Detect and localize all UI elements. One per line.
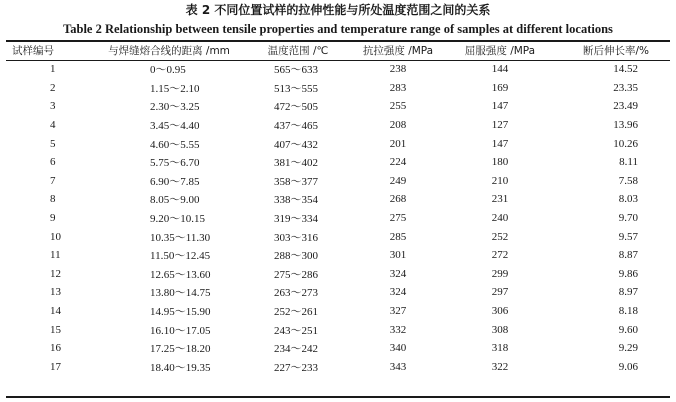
table-row xyxy=(6,246,676,265)
cell-distance: 16.10～17.05 xyxy=(150,324,211,337)
cell-yield-strength: 299 xyxy=(491,267,509,280)
table-row xyxy=(6,320,676,339)
cell-sample-no: 4 xyxy=(50,119,56,132)
cell-tensile-strength: 301 xyxy=(389,249,407,262)
cell-elongation: 7.58 xyxy=(618,174,638,187)
cell-sample-no: 15 xyxy=(50,323,61,336)
cell-elongation: 8.87 xyxy=(618,249,638,262)
cell-temperature: 263～273 xyxy=(274,287,318,300)
cell-distance: 13.80～14.75 xyxy=(150,287,211,300)
cell-distance: 14.95～15.90 xyxy=(150,306,211,319)
cell-temperature: 381～402 xyxy=(274,157,318,170)
cell-sample-no: 12 xyxy=(50,267,61,280)
cell-temperature: 338～354 xyxy=(274,194,318,207)
cell-elongation: 8.97 xyxy=(618,286,638,299)
cell-tensile-strength: 201 xyxy=(389,137,407,150)
cell-temperature: 275～286 xyxy=(274,268,318,281)
cell-elongation: 23.49 xyxy=(613,100,638,113)
cell-elongation: 9.86 xyxy=(618,267,638,280)
cell-tensile-strength: 268 xyxy=(389,193,407,206)
cell-distance: 8.05～9.00 xyxy=(150,194,200,207)
cell-distance: 10.35～11.30 xyxy=(150,231,211,244)
cell-tensile-strength: 327 xyxy=(389,305,407,318)
cell-yield-strength: 147 xyxy=(491,100,509,113)
header-tensile-strength: 抗拉强度 /MPa xyxy=(362,45,434,57)
cell-sample-no: 13 xyxy=(50,286,61,299)
cell-distance: 4.60～5.55 xyxy=(150,138,200,151)
table-row xyxy=(6,172,676,191)
cell-elongation: 8.18 xyxy=(618,305,638,318)
cell-elongation: 8.03 xyxy=(618,193,638,206)
cell-elongation: 9.70 xyxy=(618,212,638,225)
cell-distance: 9.20～10.15 xyxy=(150,213,205,226)
cell-temperature: 234～242 xyxy=(274,343,318,356)
table-row xyxy=(6,79,676,98)
cell-distance: 17.25～18.20 xyxy=(150,343,211,356)
table-title-cn: 表 2 不同位置试样的拉伸性能与所处温度范围之间的关系 xyxy=(185,3,491,17)
cell-tensile-strength: 285 xyxy=(389,230,407,243)
properties-table xyxy=(6,41,676,376)
cell-temperature: 513～555 xyxy=(274,82,318,95)
table-row xyxy=(6,60,676,79)
cell-tensile-strength: 340 xyxy=(389,342,407,355)
cell-tensile-strength: 324 xyxy=(389,267,407,280)
table-row xyxy=(6,190,676,209)
cell-temperature: 437～465 xyxy=(274,120,318,133)
table-row xyxy=(6,209,676,228)
cell-distance: 5.75～6.70 xyxy=(150,157,200,170)
cell-tensile-strength: 224 xyxy=(389,156,407,169)
cell-yield-strength: 252 xyxy=(491,230,509,243)
cell-tensile-strength: 324 xyxy=(389,286,407,299)
cell-sample-no: 8 xyxy=(50,193,56,206)
cell-sample-no: 2 xyxy=(50,81,56,94)
table-row xyxy=(6,116,676,135)
cell-sample-no: 17 xyxy=(50,360,61,373)
cell-distance: 11.50～12.45 xyxy=(150,250,211,263)
cell-sample-no: 7 xyxy=(50,174,56,187)
cell-temperature: 565～633 xyxy=(274,64,318,77)
table-title-en: Table 2 Relationship between tensile properties and temperature range of samples at different locations xyxy=(63,22,613,36)
cell-distance: 3.45～4.40 xyxy=(150,120,200,133)
cell-sample-no: 11 xyxy=(50,249,61,262)
cell-yield-strength: 169 xyxy=(491,81,509,94)
cell-yield-strength: 127 xyxy=(491,119,509,132)
header-sample-no: 试样编号 xyxy=(12,45,54,57)
cell-elongation: 14.52 xyxy=(613,63,638,76)
cell-yield-strength: 308 xyxy=(491,323,509,336)
cell-sample-no: 10 xyxy=(50,230,61,243)
cell-sample-no: 9 xyxy=(50,212,56,225)
cell-temperature: 243～251 xyxy=(274,324,318,337)
cell-yield-strength: 144 xyxy=(491,63,509,76)
cell-distance: 1.15～2.10 xyxy=(150,82,200,95)
cell-tensile-strength: 332 xyxy=(389,323,407,336)
cell-distance: 2.30～3.25 xyxy=(150,101,200,114)
cell-sample-no: 5 xyxy=(50,137,56,150)
cell-yield-strength: 231 xyxy=(491,193,509,206)
cell-temperature: 358～377 xyxy=(274,175,318,188)
cell-temperature: 288～300 xyxy=(274,250,318,263)
header-temperature: 温度范围 /℃ xyxy=(267,45,329,57)
table-row xyxy=(6,302,676,321)
cell-elongation: 10.26 xyxy=(613,137,638,150)
cell-tensile-strength: 343 xyxy=(389,360,407,373)
cell-tensile-strength: 283 xyxy=(389,81,407,94)
cell-distance: 6.90～7.85 xyxy=(150,175,200,188)
table-row xyxy=(6,134,676,153)
cell-elongation: 9.60 xyxy=(618,323,638,336)
cell-yield-strength: 147 xyxy=(491,137,509,150)
cell-temperature: 407～432 xyxy=(274,138,318,151)
cell-tensile-strength: 255 xyxy=(389,100,407,113)
cell-temperature: 303～316 xyxy=(274,231,318,244)
table-row xyxy=(6,227,676,246)
cell-elongation: 23.35 xyxy=(613,81,638,94)
cell-distance: 0～0.95 xyxy=(150,64,186,77)
cell-distance: 12.65～13.60 xyxy=(150,268,211,281)
header-distance: 与焊缝熔合线的距离 /mm xyxy=(108,45,230,57)
header-yield-strength: 屈服强度 /MPa xyxy=(464,45,536,57)
cell-elongation: 9.29 xyxy=(618,342,638,355)
cell-yield-strength: 306 xyxy=(491,305,509,318)
cell-temperature: 252～261 xyxy=(274,306,318,319)
cell-distance: 18.40～19.35 xyxy=(150,361,211,374)
cell-sample-no: 3 xyxy=(50,100,56,113)
cell-yield-strength: 272 xyxy=(491,249,509,262)
cell-temperature: 227～233 xyxy=(274,361,318,374)
cell-yield-strength: 240 xyxy=(491,212,509,225)
cell-elongation: 9.06 xyxy=(618,360,638,373)
cell-sample-no: 6 xyxy=(50,156,56,169)
cell-yield-strength: 322 xyxy=(491,360,509,373)
cell-temperature: 472～505 xyxy=(274,101,318,114)
table-row xyxy=(6,153,676,172)
table-row xyxy=(6,358,676,377)
cell-temperature: 319～334 xyxy=(274,213,318,226)
table-row xyxy=(6,97,676,116)
cell-sample-no: 14 xyxy=(50,305,61,318)
table-row xyxy=(6,283,676,302)
table-header-row xyxy=(6,41,676,60)
cell-tensile-strength: 275 xyxy=(389,212,407,225)
cell-elongation: 9.57 xyxy=(618,230,638,243)
cell-yield-strength: 210 xyxy=(491,174,509,187)
cell-sample-no: 1 xyxy=(50,63,56,76)
cell-tensile-strength: 238 xyxy=(389,63,407,76)
table-row xyxy=(6,339,676,358)
cell-elongation: 13.96 xyxy=(613,119,638,132)
cell-yield-strength: 180 xyxy=(491,156,509,169)
table-bottom-rule xyxy=(6,396,670,398)
header-elongation: 断后伸长率/% xyxy=(582,45,649,57)
cell-elongation: 8.11 xyxy=(619,156,638,169)
table-row xyxy=(6,265,676,284)
cell-sample-no: 16 xyxy=(50,342,61,355)
cell-tensile-strength: 208 xyxy=(389,119,407,132)
cell-yield-strength: 318 xyxy=(491,342,509,355)
cell-tensile-strength: 249 xyxy=(389,174,407,187)
cell-yield-strength: 297 xyxy=(491,286,509,299)
